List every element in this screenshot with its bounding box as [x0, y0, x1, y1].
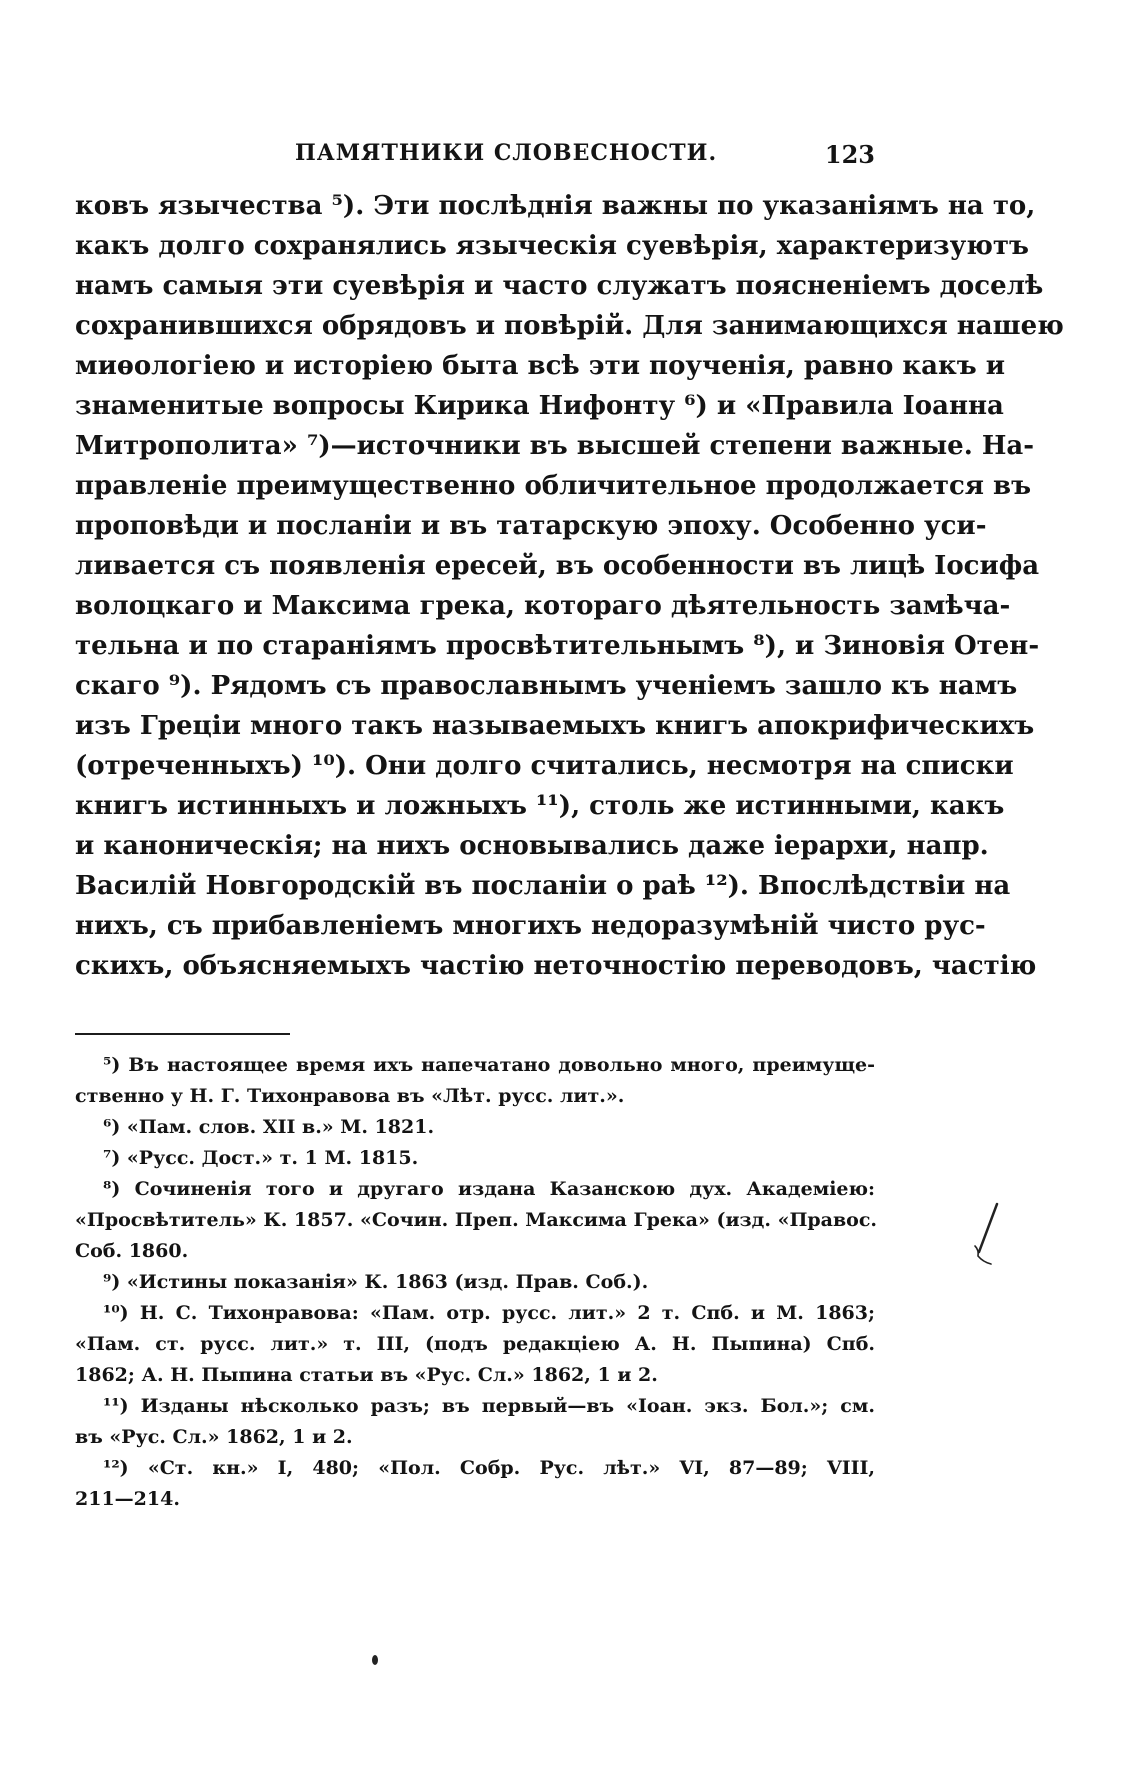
- page-header: [75, 140, 875, 176]
- text-line: проповѣди и посланіи и въ татарскую эпоху. Особенно уси-: [75, 511, 987, 541]
- footnote-line: ственно у Н. Г. Тихонравова въ «Лѣт. русс. лит.».: [75, 1085, 625, 1107]
- footnote-rule: [75, 1033, 290, 1035]
- footnote-line: ¹¹) Изданы нѣсколько разъ; въ первый—въ «Іоан. экз. Бол.»; см.: [103, 1395, 875, 1417]
- text-line: знаменитые вопросы Кирика Нифонту ⁶) и «Правила Іоанна: [75, 391, 1004, 421]
- text-line: изъ Греціи много такъ называемыхъ книгъ апокрифическихъ: [75, 711, 1035, 741]
- ink-dot: [372, 1655, 378, 1665]
- text-line: скаго ⁹). Рядомъ съ православнымъ ученіемъ зашло къ намъ: [75, 671, 1018, 701]
- text-line: какъ долго сохранялись языческія суевѣрія, характеризуютъ: [75, 231, 1029, 261]
- pencil-mark-icon: [965, 1200, 1005, 1270]
- text-line: Василій Новгородскій въ посланіи о раѣ ¹²). Впослѣдствіи на: [75, 871, 1011, 901]
- text-line: и каноническія; на нихъ основывались даже іерархи, напр.: [75, 831, 989, 861]
- footnote-line: ¹²) «Ст. кн.» I, 480; «Пол. Собр. Рус. лѣт.» VI, 87—89; VIII,: [103, 1457, 875, 1479]
- text-line: тельна и по стараніямъ просвѣтительнымъ ⁸), и Зиновія Отен-: [75, 631, 1040, 661]
- text-line: нихъ, съ прибавленіемъ многихъ недоразумѣній чисто рус-: [75, 911, 986, 941]
- text-line: волоцкаго и Максима грека, котораго дѣятельность замѣча-: [75, 591, 1011, 621]
- footnote-line: ⁶) «Пам. слов. XII в.» М. 1821.: [103, 1116, 435, 1138]
- text-line: (отреченныхъ) ¹⁰). Они долго считались, несмотря на списки: [75, 751, 1014, 781]
- footnote-line: въ «Рус. Сл.» 1862, 1 и 2.: [75, 1426, 353, 1448]
- text-line: намъ самыя эти суевѣрія и часто служатъ поясненіемъ доселѣ: [75, 271, 1044, 301]
- text-line: ковъ язычества ⁵). Эти послѣднія важны по указаніямъ на то,: [75, 191, 1036, 221]
- footnote-line: «Просвѣтитель» К. 1857. «Сочин. Преп. Максима Грека» (изд. «Правос.: [75, 1209, 878, 1231]
- footnote-line: ¹⁰) Н. С. Тихонравова: «Пам. отр. русс. лит.» 2 т. Спб. и М. 1863;: [103, 1302, 875, 1324]
- running-head: ПАМЯТНИКИ СЛОВЕСНОСТИ.: [295, 140, 718, 166]
- text-line: Митрополита» ⁷)—источники въ высшей степени важные. На-: [75, 431, 1035, 461]
- footnotes: [75, 1050, 878, 1515]
- page-number: 123: [824, 140, 875, 169]
- footnote-line: ⁹) «Истины показанія» К. 1863 (изд. Прав. Соб.).: [103, 1271, 649, 1293]
- text-line: правленіе преимущественно обличительное продолжается въ: [75, 471, 1032, 501]
- footnote-line: «Пам. ст. русс. лит.» т. III, (подъ редакціею А. Н. Пыпина) Спб.: [75, 1333, 875, 1355]
- text-line: миѳологіею и исторіею быта всѣ эти поученія, равно какъ и: [75, 351, 1006, 381]
- footnote-line: ⁵) Въ настоящее время ихъ напечатано довольно много, преимуще-: [103, 1054, 875, 1076]
- footnote-line: 211—214.: [75, 1488, 180, 1510]
- body-text: [75, 186, 1064, 986]
- footnote-line: ⁷) «Русс. Дост.» т. 1 М. 1815.: [103, 1147, 419, 1169]
- text-line: ливается съ появленія ересей, въ особенности въ лицѣ Іосифа: [75, 551, 1040, 581]
- footnote-line: ⁸) Сочиненія того и другаго издана Казанскою дух. Академіею:: [103, 1178, 875, 1200]
- text-line: сохранившихся обрядовъ и повѣрій. Для занимающихся нашею: [75, 311, 1064, 341]
- text-line: скихъ, объясняемыхъ частію неточностію переводовъ, частію: [75, 951, 1037, 981]
- text-line: книгъ истинныхъ и ложныхъ ¹¹), столь же истинными, какъ: [75, 791, 1005, 821]
- footnote-line: 1862; А. Н. Пыпина статьи въ «Рус. Сл.» 1862, 1 и 2.: [75, 1364, 658, 1386]
- footnote-line: Соб. 1860.: [75, 1240, 189, 1262]
